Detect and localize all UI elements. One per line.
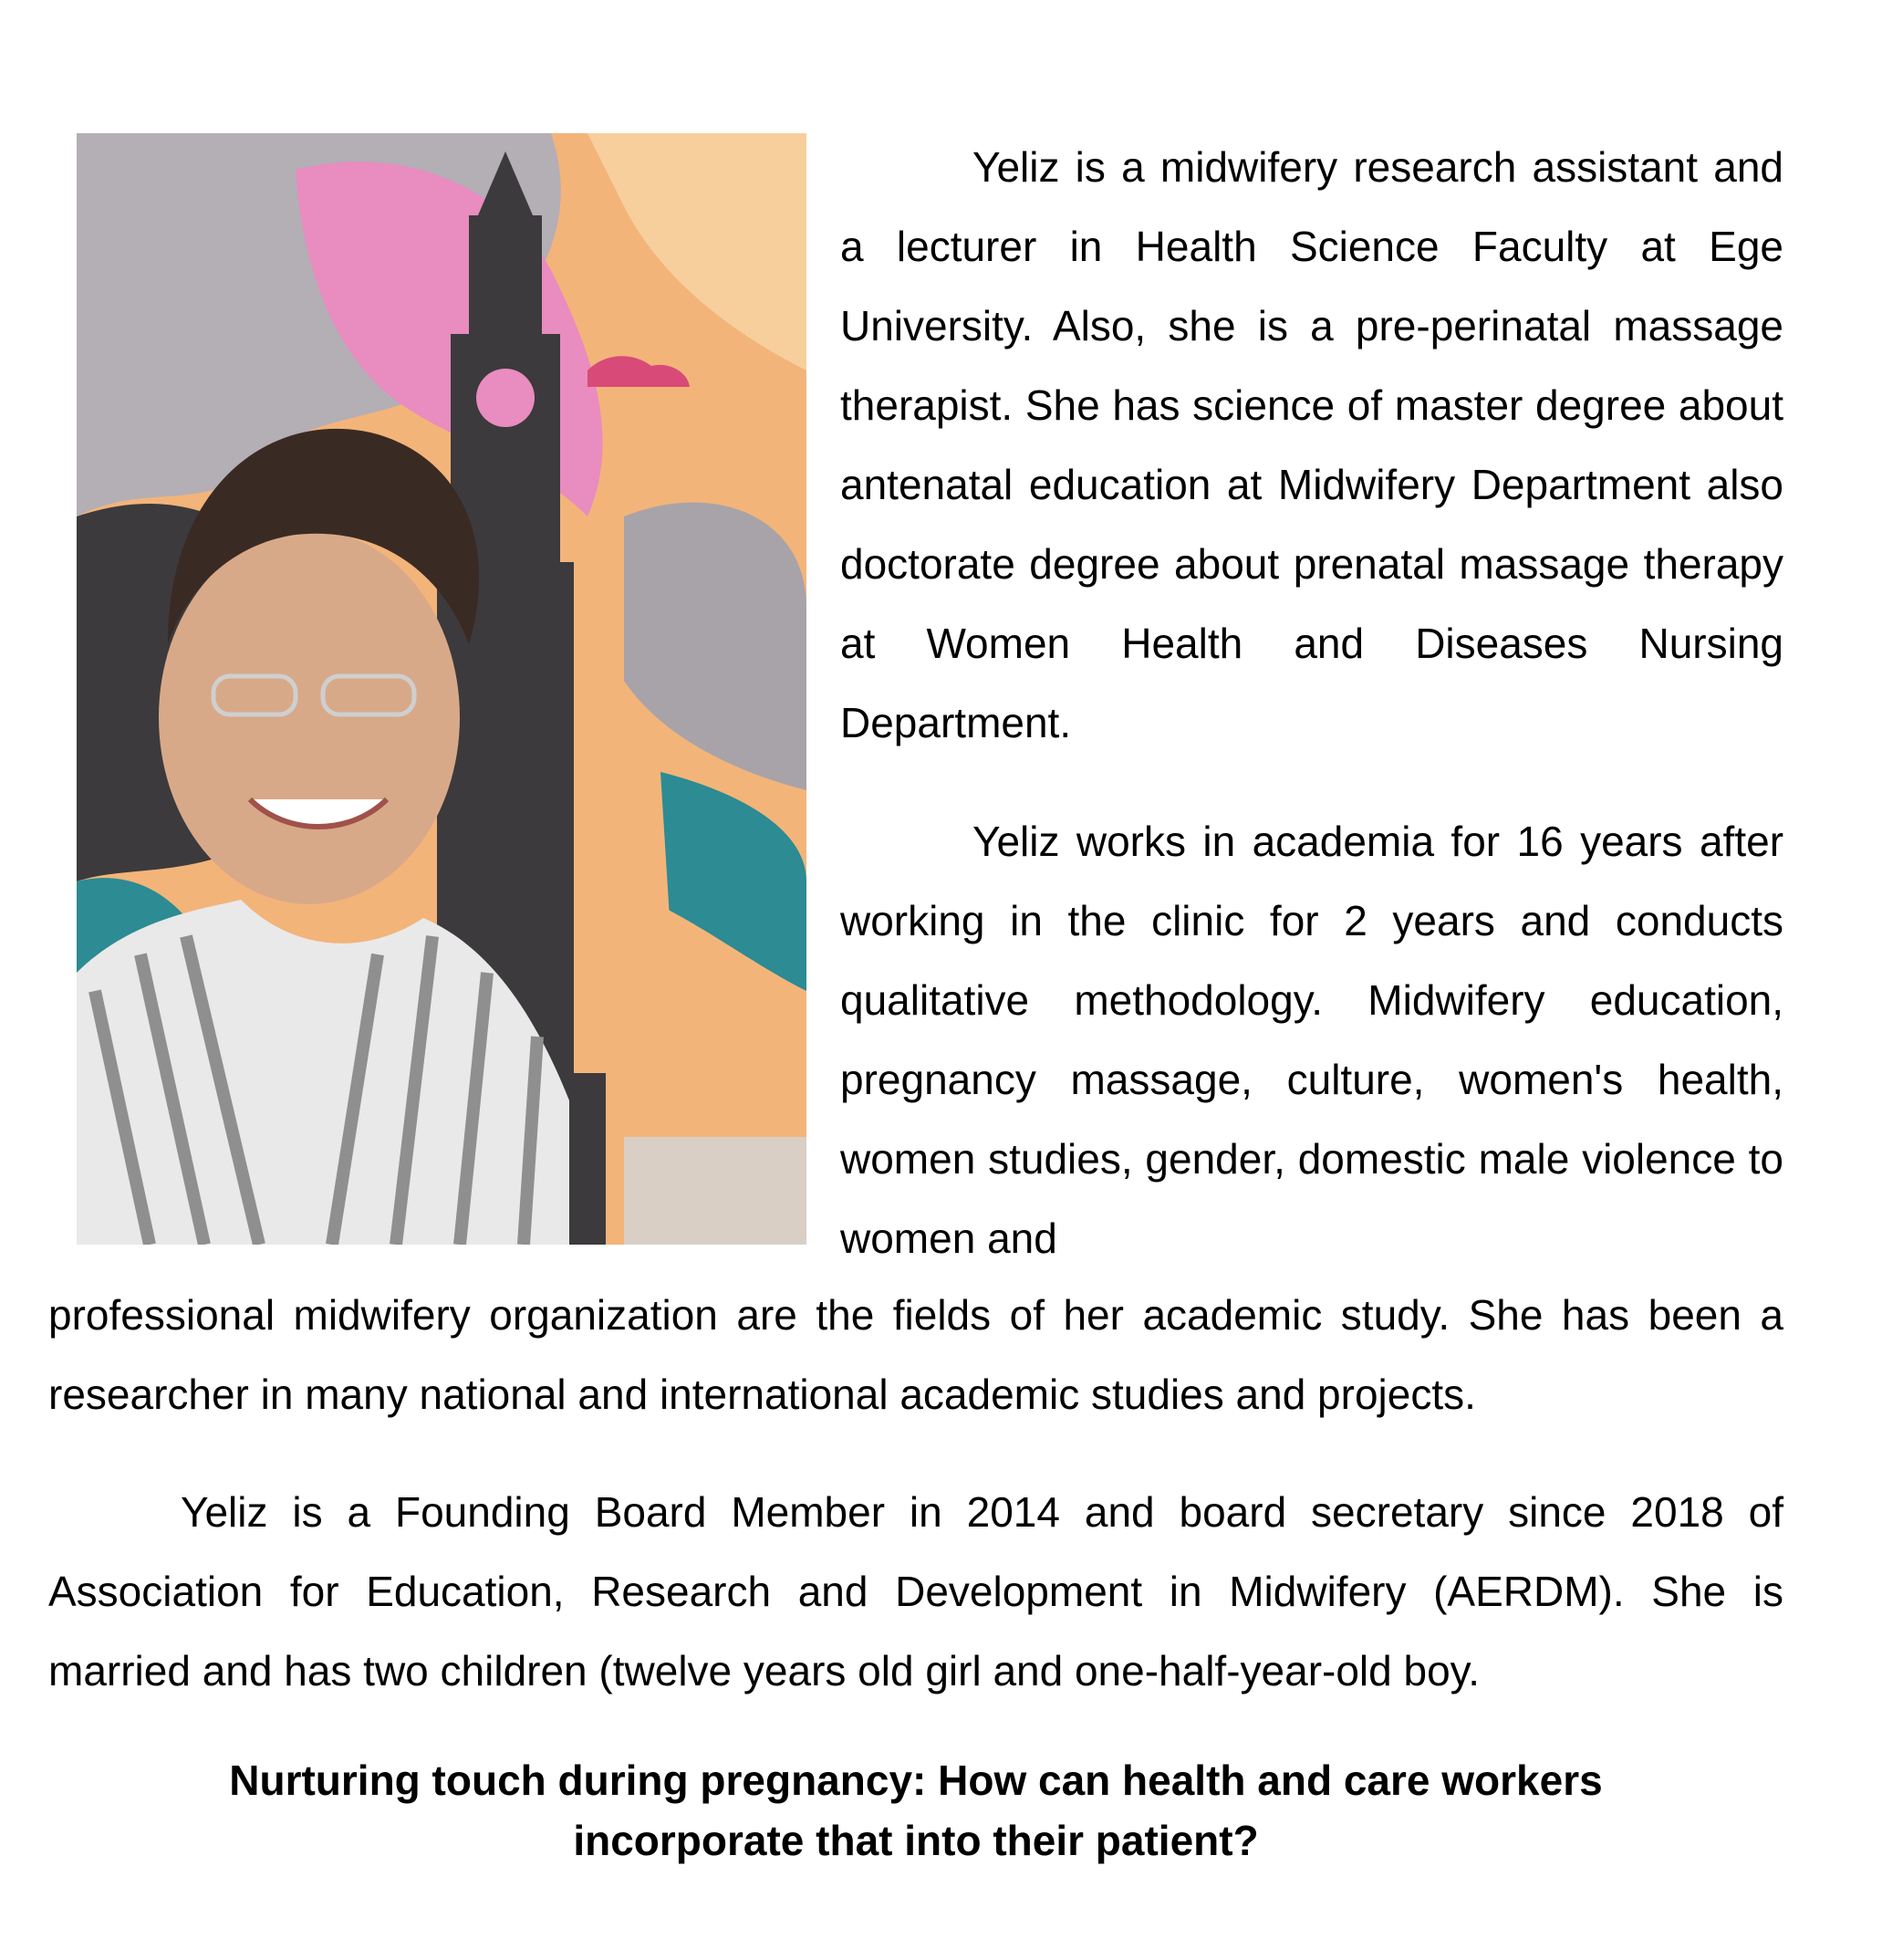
bio-p3-line: Yeliz is a Founding Board Member in 2014 and board secretary since 2018 of xyxy=(181,1488,1783,1536)
bio-p2-line: Yeliz works in academia for 16 years xyxy=(972,818,1683,865)
bio-p2-line: women's health, women studies, gender, xyxy=(840,1056,1784,1183)
portrait-illustration xyxy=(77,133,806,1245)
bio-full-width-3 xyxy=(48,1473,1783,1711)
bio-p2-line: domestic male violence to women and xyxy=(840,1135,1784,1262)
bio-p2-full-line: been a researcher in many national and international academic studies and projects. xyxy=(48,1291,1784,1418)
bio-side-column xyxy=(840,128,1783,1278)
bio-p1-line: and a lecturer in Health Science Faculty at xyxy=(840,143,1783,270)
bio-p1-line: Ege University. Also, she is a pre-perinatal xyxy=(840,223,1784,349)
bio-p1-line: Yeliz is a midwifery research assistant xyxy=(972,143,1699,191)
bio-p1-line: massage therapist. She has science of master xyxy=(840,302,1783,429)
bio-p2-full-line: professional midwifery organization are the fields of her academic study. She has xyxy=(48,1291,1630,1339)
bio-p2-line: after working in the clinic for 2 years and xyxy=(840,818,1784,944)
bio-p1-line: Department also doctorate degree about xyxy=(840,461,1783,588)
talk-title-line-2: incorporate that into their patient? xyxy=(573,1817,1259,1864)
bio-paragraph-3 xyxy=(48,1473,1783,1711)
talk-title xyxy=(48,1750,1783,1871)
bio-p1-line: degree about antenatal education at Midwifery xyxy=(840,381,1784,508)
bio-p3-line: Association for Education, Research and Development in Midwifery (AERDM). She is xyxy=(48,1568,1783,1615)
bio-p3-line: married and has two children (twelve years old girl and one-half-year-old boy. xyxy=(48,1647,1481,1694)
bio-paragraph-2-continued xyxy=(48,1276,1783,1434)
bio-p1-line: and Diseases Nursing Department. xyxy=(840,620,1784,746)
bio-p2-line: conducts qualitative methodology. Midwifery xyxy=(840,897,1783,1024)
bio-full-width-2 xyxy=(48,1276,1783,1434)
talk-title-line-1: Nurturing touch during pregnancy: How can health and care workers xyxy=(229,1757,1603,1804)
bio-p2-line: education, pregnancy massage, culture, xyxy=(840,976,1784,1103)
portrait-photo xyxy=(77,133,806,1245)
bio-paragraph-1 xyxy=(840,128,1783,763)
bio-p1-line: prenatal massage therapy at Women Health xyxy=(840,540,1784,667)
bio-paragraph-2-side xyxy=(840,802,1783,1278)
